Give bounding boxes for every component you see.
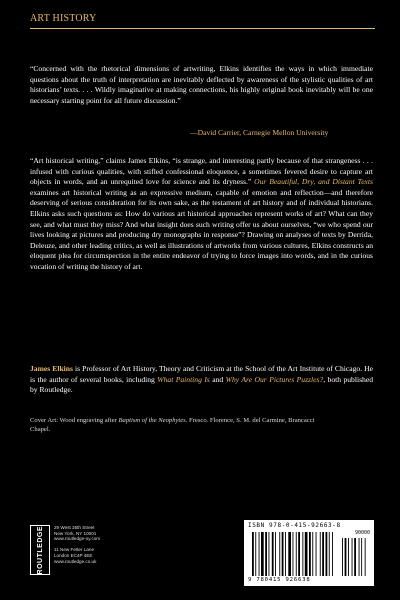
- address-line: New York, NY 10001: [54, 530, 97, 536]
- barcode-bar: [261, 532, 264, 576]
- barcode-addon-bar: [342, 538, 343, 576]
- author-name: James Elkins: [30, 364, 73, 373]
- cover-art-work: Baptism of the Neophytes: [118, 417, 186, 424]
- barcode-bar: [269, 532, 270, 576]
- barcode-bar: [288, 532, 291, 576]
- barcode-addon-bar: [352, 538, 353, 576]
- barcode-bar: [293, 532, 294, 576]
- book-description: [30, 156, 373, 273]
- barcode-bar: [329, 532, 330, 576]
- barcode-bar: [302, 532, 303, 576]
- cover-art-suffix: . Fresco. Florence, S. M. del Carmine, Brancacci Chapel.: [30, 417, 315, 433]
- bio-part2: , both published by Routledge.: [30, 374, 373, 395]
- barcode-bar: [316, 532, 317, 576]
- barcode-bar: [320, 532, 321, 576]
- bio-and: and: [209, 374, 226, 384]
- address-line: 29 West 35th Street: [54, 525, 95, 530]
- divider-rule: [30, 28, 375, 29]
- barcode-addon-bar: [354, 538, 356, 576]
- barcode-digits: 9 780415 926638: [248, 577, 311, 583]
- barcode-bar: [332, 532, 333, 576]
- address-line: London EC4P 4EE: [54, 552, 93, 558]
- isbn-label: ISBN 978-0-415-92663-8: [248, 522, 341, 529]
- barcode-bar: [265, 532, 267, 576]
- category-label: ART HISTORY: [30, 13, 97, 24]
- description-part1: “Art historical writing,” claims James Elkins, “is strange, and interesting partly because of that strangeness . . . infused with curious qualities, with stifled confessional eloquence, a sometimes fevered desire to capture art objects in words, and an unrequited love for science and its dryness.”: [30, 156, 373, 187]
- book-title-1: What Painting Is: [157, 374, 210, 384]
- description-part2: examines art historical writing as an expressive medium, capable of emotion and reflection—and therefore deserving of serious consideration for its own sake, as the testament of art history and of individual historians. Elkins asks such questions as: How do various art historical approaches represent works of art? What can they see, and what must they miss? And what insight does such writing offer us about ourselves, “we who spend our lives looking at pictures and producing dry monographs in response”? Drawing on analyses of texts by Derrida, Deleuze, and other leading critics, as well as illustrations of artworks from various cultures, Elkins constructs an eloquent plea for circumspection in the entire endeavor of trying to force images into words, and in the curious vocation of writing the history of art.: [30, 187, 373, 271]
- endorsement-quote: “Concerned with the rhetorical dimensions of artwriting, Elkins identifies the ways in which immediate questions about the truth of interpretation are inevitably deflected by awareness of the stylistic qualities of art historians’ texts. . . . Wildly imaginative at making connections, his highly original book inevitably will be one necessary starting point for all future discussion.”: [30, 64, 373, 105]
- barcode-bar: [305, 532, 308, 576]
- barcode-box: [244, 520, 374, 586]
- publisher-block: [30, 525, 180, 575]
- quote-attribution: —David Carrier, Carnegie Mellon University: [190, 128, 329, 137]
- barcode-bar: [275, 532, 276, 576]
- barcode-bar: [322, 532, 324, 576]
- barcode-bar: [309, 532, 311, 576]
- price-code: 90000: [354, 530, 370, 536]
- barcode-bar: [326, 532, 328, 576]
- barcode-bar: [272, 532, 274, 576]
- barcode-bar: [252, 532, 254, 576]
- barcode-addon-bar: [361, 538, 362, 576]
- barcode-bar: [296, 532, 297, 576]
- barcode-bar: [285, 532, 286, 576]
- book-title: Our Beautiful, Dry, and Distant Texts: [254, 177, 373, 187]
- publisher-logo: [30, 525, 50, 575]
- barcode-bar: [298, 532, 300, 576]
- barcode-bar: [279, 532, 280, 576]
- address-line: 11 New Fetter Lane: [54, 547, 95, 553]
- barcode-bar: [259, 532, 260, 576]
- cover-art-prefix: Cover Art: Wood engraving after: [30, 417, 119, 424]
- barcode-addon-bar: [359, 538, 360, 576]
- address-line: www.routledge-ny.com: [54, 536, 101, 542]
- book-title-2: Why Are Our Pictures Puzzles?: [225, 374, 324, 384]
- barcode-bar: [282, 532, 284, 576]
- publisher-logo-text: ROUTLEDGE: [36, 525, 44, 575]
- publisher-address: [54, 525, 100, 564]
- barcode-bar: [255, 532, 256, 576]
- cover-art-credit: [30, 416, 330, 434]
- address-line: www.routledge.co.uk: [54, 558, 97, 564]
- barcode-addon-bar: [365, 538, 366, 576]
- author-bio: [30, 364, 373, 396]
- barcode-addon-bar: [345, 538, 347, 576]
- bio-part1: is Professor of Art History, Theory and Criticism at the School of the Art Institute of Chicago. He is the author of several books, including: [30, 364, 373, 384]
- barcode-addon-bar: [348, 538, 349, 576]
- barcode-bar: [312, 532, 313, 576]
